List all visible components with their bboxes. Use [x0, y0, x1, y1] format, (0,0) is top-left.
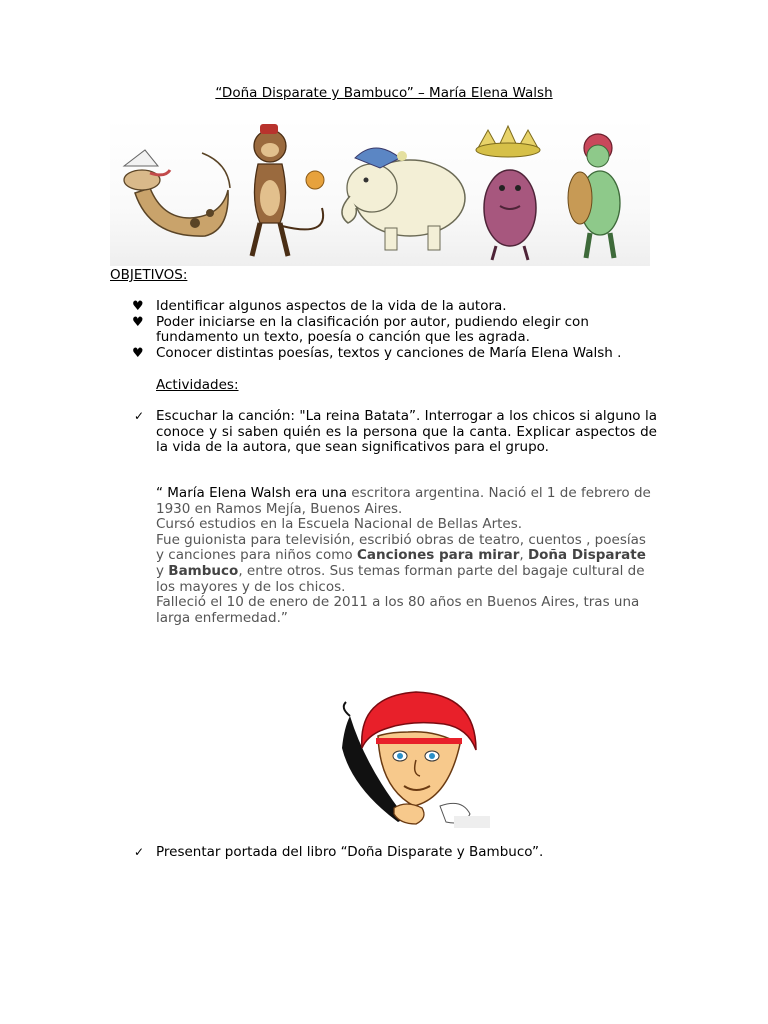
heart-bullet-icon: ♥: [132, 299, 144, 314]
actividades-heading: Actividades:: [156, 377, 239, 393]
potato-queen-character: [476, 126, 540, 260]
check-icon: ✓: [134, 845, 145, 859]
objetivos-list: [110, 299, 670, 361]
heart-bullet-icon: ♥: [132, 314, 144, 330]
biography-quote: “ María Elena Walsh era una escritora argentina. Nació el 1 de febrero de 1930 en Ramos Mejía, Buenos Aires. Cursó estudios en la Escuela Nacional de Bellas Artes. Fue guionista para televisión, escribió obras de teatro, cuentos , poesías y canciones para niños como Canciones para mirar, Doña Disparate y Bambuco, entre otros. Sus temas forman parte del bagaje cultural de los mayores y de los chicos. Falleció el 10 de enero de 2011 a los 80 años en Buenos Aires, tras una larga enfermedad.”: [156, 485, 651, 626]
check-icon: ✓: [134, 409, 145, 423]
list-item: ♥ Poder iniciarse en la clasificación por autor, pudiendo elegir con: [132, 313, 589, 330]
objetivos-heading: OBJETIVOS:: [110, 267, 188, 283]
characters-illustration: [110, 118, 650, 266]
monkey-character: [252, 124, 324, 256]
list-item-continuation: fundamento un texto, poesía o canción que les agrada.: [156, 329, 530, 345]
elephant-character: [342, 148, 465, 250]
list-item: ♥ Identificar algunos aspectos de la vida de la autora.: [132, 298, 507, 314]
actividad-portada: Presentar portada del libro “Doña Disparate y Bambuco”.: [156, 844, 544, 860]
author-caricature-drawing: [336, 688, 492, 830]
list-item: ♥ Conocer distintas poesías, textos y canciones de María Elena Walsh .: [132, 344, 622, 361]
heart-bullet-icon: ♥: [132, 345, 144, 361]
banana-character: [124, 150, 230, 236]
actividad-escuchar: Escuchar la canción: "La reina Batata”. Interrogar a los chicos si alguno la conoce y si saben quién es la persona que la canta. Explicar aspectos de la vida de la autora, que sean significativos para el grupo.: [156, 408, 657, 455]
characters-drawing: [110, 118, 650, 266]
author-caricature: [336, 688, 492, 834]
document-title: “Doña Disparate y Bambuco” – María Elena Walsh: [215, 85, 553, 101]
turtle-character: [568, 134, 620, 258]
